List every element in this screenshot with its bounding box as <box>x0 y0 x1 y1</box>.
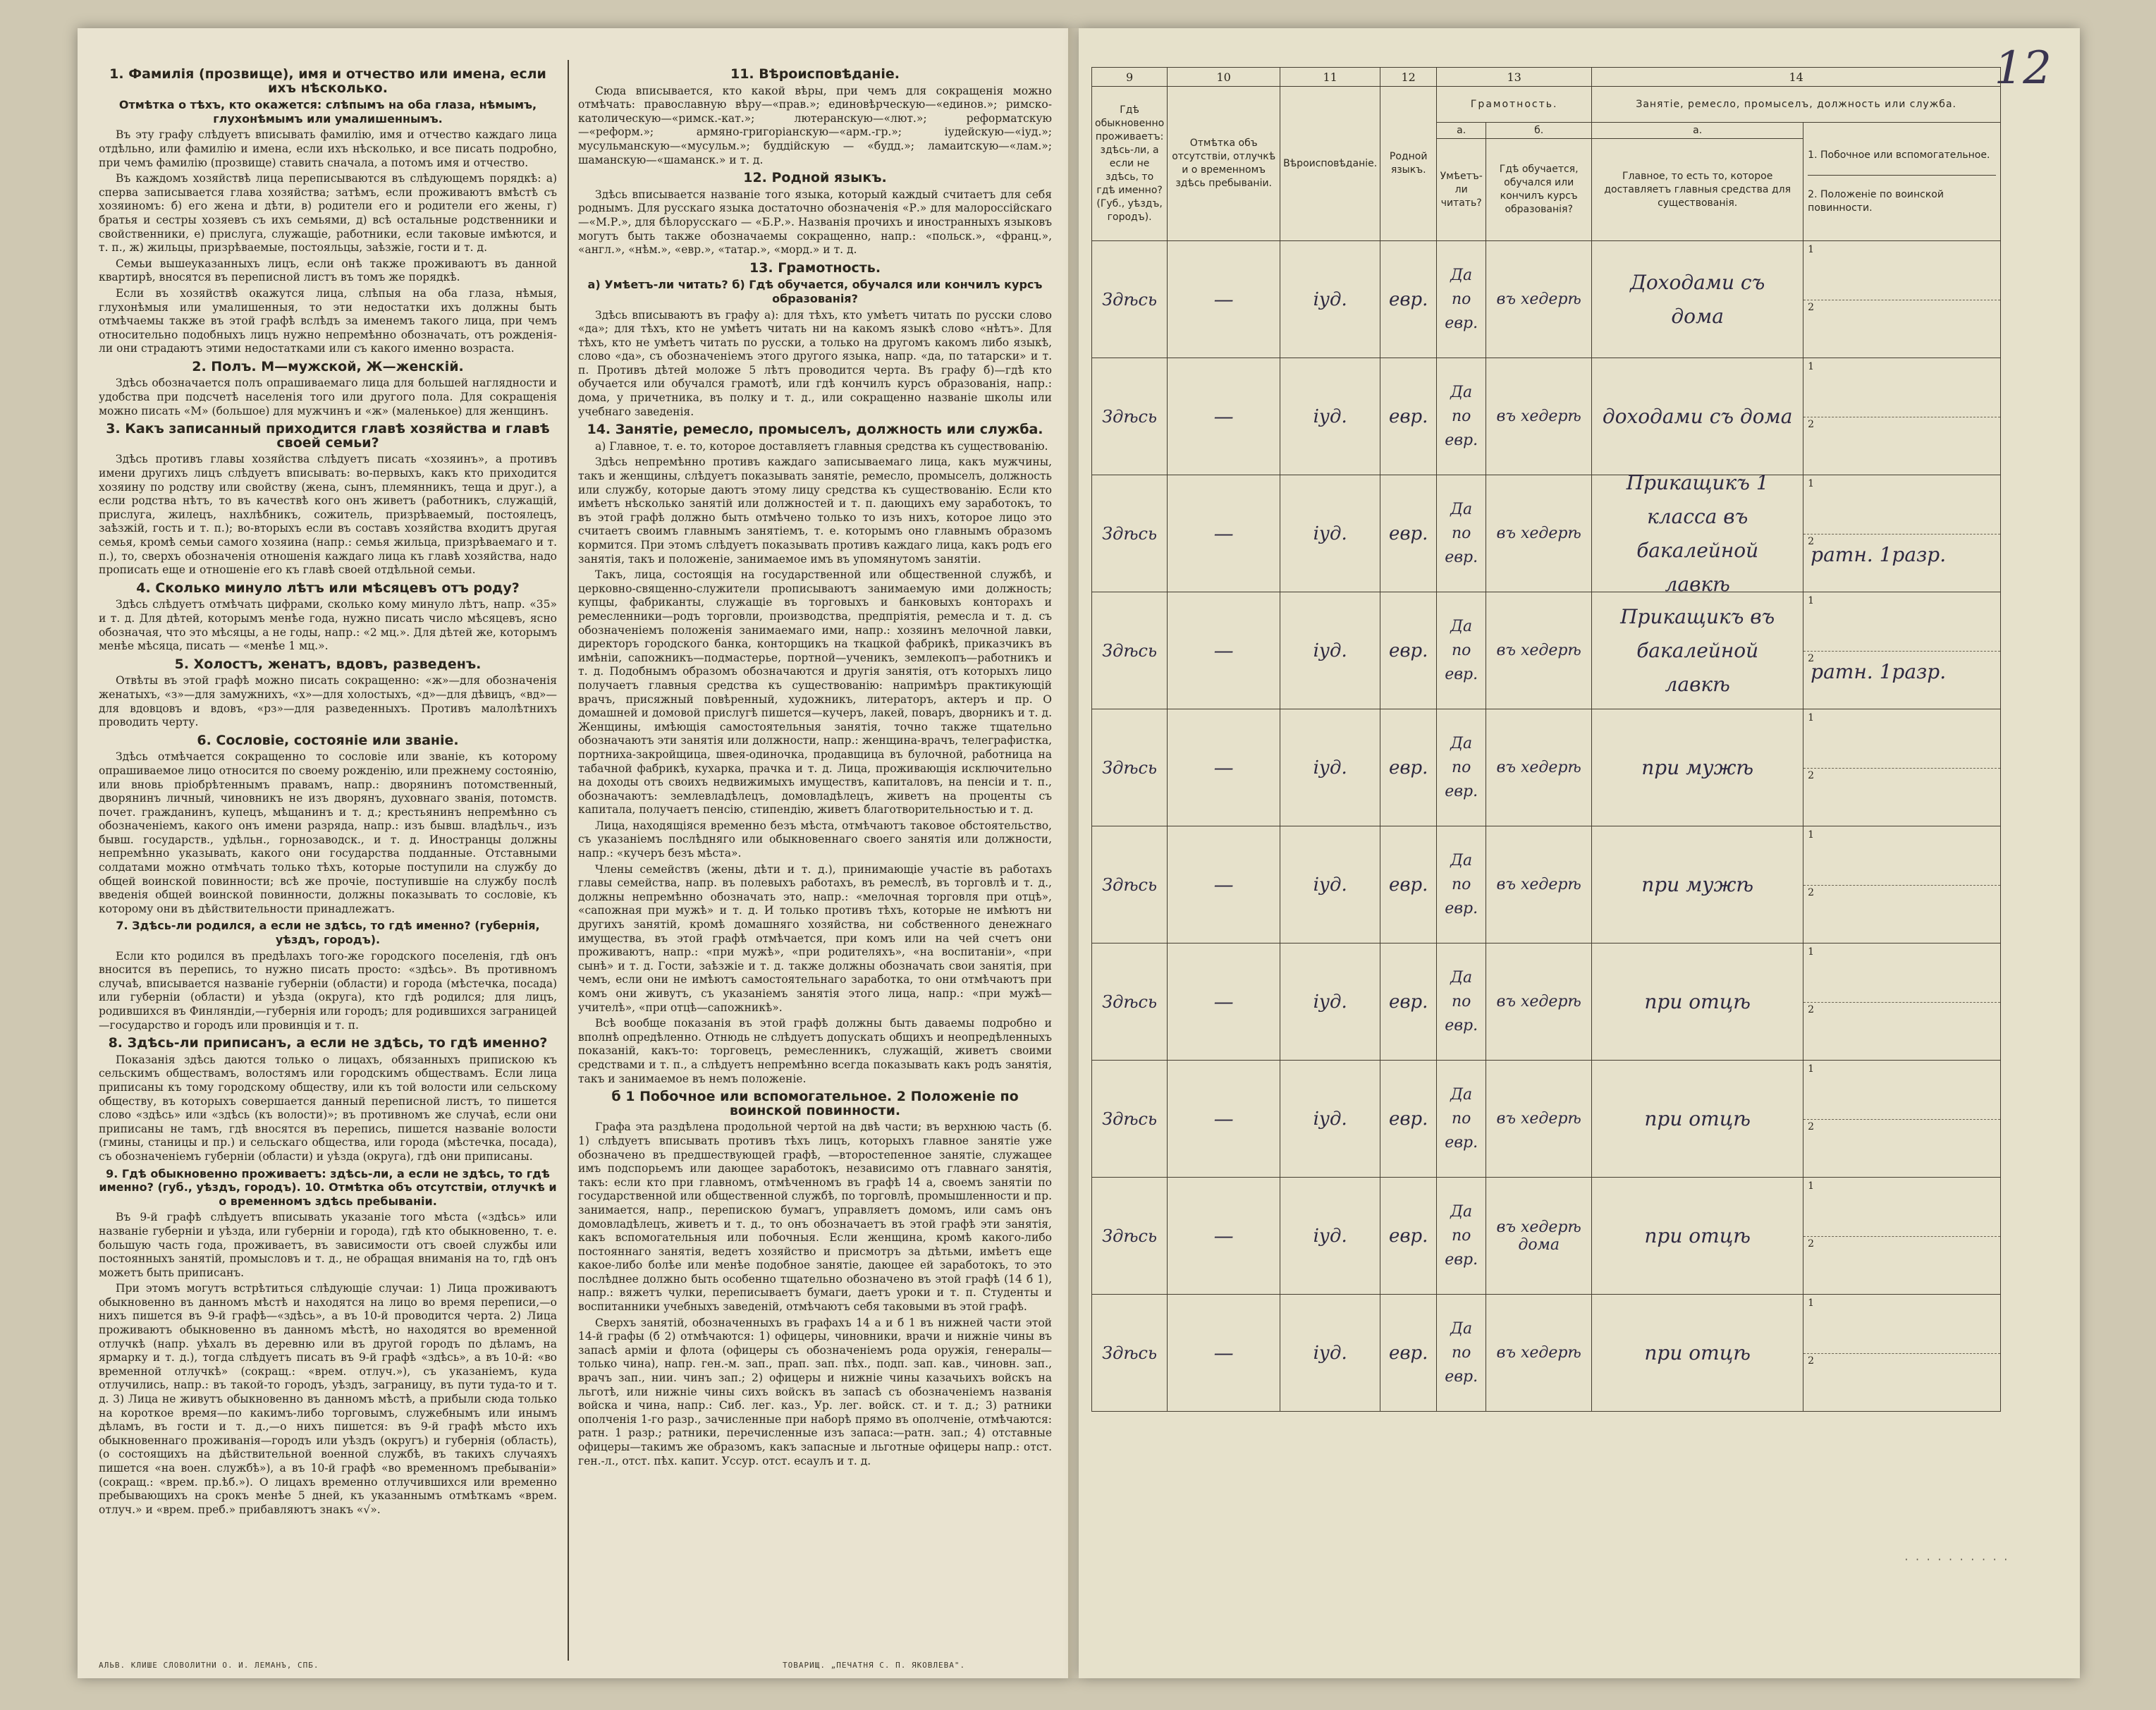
military-status: ратн. 1разр. <box>1811 543 1947 566</box>
header-education-text: Гдѣ обучается, обучался или кончилъ курсъ образованія? <box>1499 164 1579 215</box>
cell-main-occupation <box>1592 943 1803 1061</box>
cell-can-read <box>1437 709 1486 826</box>
cell-religion <box>1280 475 1380 592</box>
paragraph: Графа эта раздѣлена продольной чертой на двѣ части; въ верхнюю часть (б. 1) слѣдуетъ вписывать противъ тѣхъ лицъ, которыхъ главное занятіе уже обозначено въ предшествующей графѣ, —второстепенное занятіе, служащее имъ подспорьемъ или дающее заработокъ, независимо отъ главнаго занятія, такъ: если кто при главномъ, отмѣченномъ въ графѣ 14 а, своемъ занятіи по государственной или общественной службѣ, по торговлѣ, промышленности и пр. занимается, напр., перепискою бумагъ, управляетъ домомъ, или самъ онъ домовладѣлецъ, живетъ и т. д., то онъ обозначаетъ въ этой графѣ эти занятія, какъ вспомогательныя или побочныя. Если женщина, кромѣ какого-либо постояннаго занятія, ведетъ хозяйство и присмотръ за дѣтьми, имѣетъ еще какое-либо болѣе или менѣе подобное занятіе, дающее ей заработокъ, то это послѣднее должно быть особенно тщательно обозначено въ этой графѣ (14 б 1), напр.: вяжетъ чулки, переписываетъ бумаги, даетъ уроки и т. п. Студенты и воспитанники учебныхъ заведеній, отмѣчаютъ себя таковыми въ этой графѣ. <box>578 1120 1052 1314</box>
sub-label-2: 2 <box>1808 1004 1815 1015</box>
cell-education <box>1486 826 1592 943</box>
cell-residence-value: Здѣсь <box>1102 289 1158 310</box>
cell-main-occupation-value: Доходами съ дома <box>1630 270 1765 328</box>
cell-secondary-wrap <box>1803 826 2000 943</box>
split-line <box>1803 534 2000 535</box>
cell-can-read <box>1437 826 1486 943</box>
cell-education <box>1486 592 1592 709</box>
section-heading: 1. Фамилія (прозвище), имя и отчество или имена, если ихъ нѣсколько. <box>109 66 546 96</box>
paragraph: Здѣсь отмѣчается сокращенно то сословіе или званіе, къ которому опрашиваемое лицо относится по своему рожденію, или прежнему состоянію, или вновь пріобрѣтеннымъ правамъ, напр.: дворянинъ потомственный, дворянинъ личный, чиновникъ не изъ дворянъ, духовнаго званія, потомств. почет. гражданинъ, купецъ, мѣщанинъ и т. д.; крестьянинъ непремѣнно съ обозначеніемъ, какого онъ имени разряда, напр.: изъ бывш. владѣльч., изъ бывш. государств., удѣльн., горнозаводск., и т. д. Иностранцы должны непремѣнно указывать, какого они государства подданные. Отставными солдатами можно отмѣчать только тѣхъ, которые поступили на службу до общей воинской повинности; всѣ же прочіе, поступившіе на службу послѣ введенія общей воинской повинности, должны показывать то сословіе, къ которому они въ дѣйствительности принадлежатъ. <box>99 750 557 915</box>
cell-education-value: въ хедерѣ <box>1496 642 1581 659</box>
header-can-read-text: Умѣетъ-ли читать? <box>1440 170 1483 209</box>
instructions-column-2 <box>578 63 1052 1664</box>
column-number: 9 <box>1092 68 1168 87</box>
cell-main-occupation <box>1592 1178 1803 1295</box>
sub-label-1: 1 <box>1808 1180 1815 1192</box>
cell-absence-value: — <box>1213 873 1234 896</box>
cell-secondary <box>1803 1178 2001 1295</box>
cell-religion <box>1280 1178 1380 1295</box>
section-heading: 2. Полъ. М—мужской, Ж—женскій. <box>192 358 464 374</box>
cell-secondary-wrap <box>1803 475 2000 592</box>
cell-residence <box>1092 1295 1168 1412</box>
cell-religion-value: іуд. <box>1313 523 1347 544</box>
cell-language <box>1380 358 1437 475</box>
section-heading: б 1 Побочное или вспомогательное. 2 Положеніе по воинской повинности. <box>611 1089 1019 1118</box>
cell-education-value: въ хедерѣ <box>1496 525 1581 542</box>
cell-main-occupation-value: при мужѣ <box>1641 872 1754 896</box>
sub-label-2: 2 <box>1808 536 1815 547</box>
paragraph: Если кто родился въ предѣлахъ того-же городского поселенія, гдѣ онъ вносится въ перепись, то нужно писать просто: «здѣсь». Въ противномъ случаѣ, вписывается названіе губерніи (области) и города (мѣстечка, посада) или губерніи (области) и уѣзда (округа), кто гдѣ родился; для лицъ, родившихся въ Финляндіи,—губернія или городъ; для родившихся заграницей—государство и городъ или провинція и т. п. <box>99 949 557 1032</box>
census-table <box>1091 67 2001 1412</box>
cell-language <box>1380 475 1437 592</box>
cell-absence <box>1168 592 1280 709</box>
cell-education <box>1486 358 1592 475</box>
table-row <box>1092 943 2001 1061</box>
cell-language-value: евр. <box>1388 1225 1428 1247</box>
sub-label-1: 1 <box>1808 478 1815 489</box>
cell-religion <box>1280 358 1380 475</box>
cell-language-value: евр. <box>1388 1108 1428 1130</box>
cell-can-read-value: Да по евр. <box>1445 500 1478 566</box>
cell-secondary <box>1803 592 2001 709</box>
cell-residence-value: Здѣсь <box>1102 757 1158 778</box>
cell-absence <box>1168 475 1280 592</box>
cell-secondary-wrap <box>1803 1178 2000 1294</box>
sub-label-1: 1 <box>1808 946 1815 958</box>
header-occupation-a <box>1592 123 1803 139</box>
cell-religion-value: іуд. <box>1313 991 1347 1013</box>
paragraph: Если въ хозяйствѣ окажутся лица, слѣпыя на оба глаза, нѣмыя, глухонѣмыя или умалишенныя, то эти недостатки ихъ должны быть отмѣчаемы также въ этой графѣ вслѣдъ за именемъ такого лица, при чемъ относительно подобныхъ лицъ нужно непремѣнно обозначать, отъ рожденія-ли они страдаютъ этими недостатками или съ какого именно возраста. <box>99 286 557 355</box>
paragraph: Лица, находящіяся временно безъ мѣста, отмѣчаютъ таковое обстоятельство, съ указаніемъ послѣдняго или обыкновеннаго своего занятія или должности, напр.: «кучеръ безъ мѣста». <box>578 819 1052 860</box>
header-native-language <box>1380 87 1437 241</box>
section-heading: 14. Занятіе, ремесло, промыселъ, должность или служба. <box>587 422 1043 438</box>
cell-absence-value: — <box>1213 522 1234 545</box>
cell-absence <box>1168 241 1280 358</box>
cell-can-read-value: Да по евр. <box>1445 1319 1478 1386</box>
column-number: 11 <box>1280 68 1380 87</box>
cell-residence <box>1092 592 1168 709</box>
cell-religion-value: іуд. <box>1313 757 1347 778</box>
paragraph: Показанія здѣсь даются только о лицахъ, обязанныхъ припискою къ сельскимъ обществамъ, волостямъ или городскимъ обществамъ. Если лица приписаны къ тому городскому обществу, или къ той волости или сельскому обществу, въ которыхъ совершается данный переписной листъ, то пишется слово «здѣсь» или «здѣсь (къ волости)»; въ противномъ же случаѣ, если они приписаны не тамъ, гдѣ вносятся въ перепись, пишется названіе волости (гмины, станицы и пр.) и сельскаго общества, или города (мѣстечка, посада), съ обозначеніемъ губерніи (области) и уѣзда (округа), гдѣ они приписаны. <box>99 1053 557 1163</box>
cell-main-occupation <box>1592 592 1803 709</box>
cell-religion <box>1280 592 1380 709</box>
sub-label-1: 1 <box>1808 595 1815 606</box>
cell-language-value: евр. <box>1388 757 1428 778</box>
cell-main-occupation <box>1592 358 1803 475</box>
table-row <box>1092 241 2001 358</box>
sub-label-1: 1 <box>1808 361 1815 372</box>
cell-can-read <box>1437 358 1486 475</box>
cell-absence <box>1168 358 1280 475</box>
paragraph: Здѣсь противъ главы хозяйства слѣдуетъ писать «хозяинъ», а противъ имени другихъ лицъ слѣдуетъ вписывать: во-первыхъ, какъ кто приходится хозяину по родству или свойству (жена, сынъ, племянникъ, теща и друг.), а если родства нѣтъ, то въ качествѣ кого онъ живетъ (работникъ, служащій, прислуга, жилецъ, нахлѣбникъ, сожитель, призрѣваемый, постоялецъ, заѣзжій, гость и т. п.); во-вторыхъ если въ составъ хозяйства входитъ другая семья, кромѣ семьи самого хозяина (напр.: семья жильца, призрѣваемаго и т. п.), то, сверхъ обозначенія отношенія каждаго лица къ главѣ хозяйства, надо прописать еще и отношеніе его къ главѣ своей отдѣльной семьи. <box>99 453 557 577</box>
cell-language <box>1380 943 1437 1061</box>
cell-residence <box>1092 241 1168 358</box>
footer-right: ТОВАРИЩ. „ПЕЧАТНЯ С. П. ЯКОВЛЕВА". <box>783 1661 966 1670</box>
cell-main-occupation <box>1592 1295 1803 1412</box>
cell-secondary-wrap <box>1803 241 2000 358</box>
section-heading: 4. Сколько минуло лѣтъ или мѣсяцевъ отъ роду? <box>136 580 520 596</box>
cell-religion <box>1280 241 1380 358</box>
cell-main-occupation-value: Прикащикъ въ бакалейной лавкѣ <box>1620 604 1775 696</box>
sub-label-2: 2 <box>1808 887 1815 898</box>
paragraph: Здѣсь вписывается названіе того языка, который каждый считаетъ для себя роднымъ. Для русскаго языка достаточно обозначенія «Р.» для малороссійскаго—«М.Р.», для бѣлорусскаго — «Б.Р.». Названія прочихъ и иностранныхъ языковъ могутъ быть также обозначаемы сокращенно, напр.: «польск.», «франц.», «англ.», «нѣм.», «евр.», «татар.», «морд.» и т. д. <box>578 188 1052 257</box>
sub-label-1: 1 <box>1808 244 1815 255</box>
left-page <box>78 28 1072 1678</box>
cell-secondary-wrap <box>1803 1061 2000 1177</box>
header-absence <box>1168 87 1280 241</box>
header-education <box>1486 139 1592 241</box>
sub-label-2: 2 <box>1808 302 1815 313</box>
cell-education-value: въ хедерѣ <box>1496 1110 1581 1128</box>
paragraph: Здѣсь обозначается полъ опрашиваемаго лица для большей наглядности и удобства при подсчетѣ населенія того или другого пола. Для сокращенія можно писать «М» (большое) для мужчинъ и «ж» (маленькое) для женщинъ. <box>99 377 557 417</box>
cell-secondary <box>1803 709 2001 826</box>
cell-can-read <box>1437 1061 1486 1178</box>
cell-can-read <box>1437 1295 1486 1412</box>
cell-secondary <box>1803 826 2001 943</box>
header-main-occupation-text: Главное, то есть то, которое доставляетъ главныя средства для существованія. <box>1604 170 1791 209</box>
table-row <box>1092 1178 2001 1295</box>
sub-label-2: 2 <box>1808 653 1815 664</box>
paragraph: Здѣсь вписываютъ въ графу а): для тѣхъ, кто умѣетъ читать по русски слово «да»; для тѣхъ, кто не умѣетъ читать ни на какомъ языкѣ слово «нѣтъ». Для тѣхъ, кто не умѣетъ читать по русски, а только на другомъ какомъ либо языкѣ, слово «да», съ обозначеніемъ этого другого языка, напр. «да, по татарски» и т. п. Противъ дѣтей моложе 5 лѣтъ проводится черта. Въ графу б)—гдѣ кто обучается или обучался грамотѣ, или гдѣ кончилъ курсъ образованія, напр.: дома, у причетника, въ полку и т. д., или сокращенно названіе школы или учебнаго заведенія. <box>578 308 1052 418</box>
header-secondary-2: 2. Положеніе по воинской повинности. <box>1808 188 1944 214</box>
paragraph: Члены семействъ (жены, дѣти и т. д.), принимающіе участіе въ работахъ главы семейства, напр. въ полевыхъ работахъ, въ ремеслѣ, въ торговлѣ и т. д., должны непремѣнно обозначать это, напр.: «мелочная торговля при отцѣ», «сапожная при мужѣ» и т. д. И только противъ тѣхъ, которые не имѣютъ ни другихъ занятій, кромѣ домашняго хозяйства, ни собственного денежнаго имущества, въ этой графѣ отмѣчается, при комъ или на чей счетъ они проживаютъ, напр.: «при мужѣ», «при родителяхъ», «на воспитаніи», «при сынѣ» и т. д. Гости, заѣзжіе и т. д. также должны обозначать свои занятія, при чемъ, если они не имѣютъ самостоятельнаго заработка, то они отмѣчаютъ при комъ они живутъ, съ указаніемъ занятія этого лица, напр.: «при мужѣ—учителѣ», «при отцѣ—сапожникѣ». <box>578 862 1052 1014</box>
cell-residence <box>1092 943 1168 1061</box>
section-heading: 11. Вѣроисповѣданіе. <box>730 66 900 82</box>
column-number: 10 <box>1168 68 1280 87</box>
cell-can-read-value: Да по евр. <box>1445 1085 1478 1152</box>
cell-religion <box>1280 943 1380 1061</box>
cell-language-value: евр. <box>1388 640 1428 661</box>
cell-absence-value: — <box>1213 288 1234 311</box>
split-line <box>1803 651 2000 652</box>
cell-residence <box>1092 358 1168 475</box>
cell-absence <box>1168 1178 1280 1295</box>
cell-secondary <box>1803 475 2001 592</box>
cell-residence-value: Здѣсь <box>1102 1343 1158 1363</box>
cell-residence <box>1092 1178 1168 1295</box>
column-number: 13 <box>1437 68 1592 87</box>
cell-language <box>1380 592 1437 709</box>
cell-religion-value: іуд. <box>1313 640 1347 661</box>
split-line <box>1803 885 2000 886</box>
sub-label-1: 1 <box>1808 1063 1815 1075</box>
cell-can-read-value: Да по евр. <box>1445 968 1478 1034</box>
cell-absence-value: — <box>1213 1107 1234 1130</box>
table-row <box>1092 1295 2001 1412</box>
header-absence-text: Отмѣтка объ отсутствіи, отлучкѣ и о временномъ здѣсь пребываніи. <box>1172 138 1276 189</box>
column-divider <box>568 60 569 1661</box>
sub-label-2: 2 <box>1808 1121 1815 1132</box>
page-number: 12 <box>1994 42 2052 94</box>
column-number: 14 <box>1592 68 2001 87</box>
cell-main-occupation-value: доходами съ дома <box>1602 404 1793 428</box>
cell-religion <box>1280 826 1380 943</box>
cell-education <box>1486 943 1592 1061</box>
header-literacy-text: Грамотность. <box>1470 98 1558 110</box>
header-literacy-b-text: б. <box>1534 124 1544 136</box>
paragraph: Отвѣты въ этой графѣ можно писать сокращенно: «ж»—для обозначенія женатыхъ, «з»—для замужнихъ, «х»—для холостыхъ, «д»—для дѣвицъ, «вд»—для вдовцовъ и вдовъ, «рз»—для разведенныхъ. Противъ малолѣтнихъ проводить черту. <box>99 674 557 729</box>
header-occupation-a-text: а. <box>1693 124 1703 136</box>
cell-education-value: въ хедерѣ <box>1496 1344 1581 1362</box>
cell-can-read <box>1437 241 1486 358</box>
cell-main-occupation <box>1592 826 1803 943</box>
cell-secondary <box>1803 1295 2001 1412</box>
cell-education <box>1486 475 1592 592</box>
cell-absence-value: — <box>1213 990 1234 1013</box>
table-row <box>1092 709 2001 826</box>
cell-residence-value: Здѣсь <box>1102 1226 1158 1246</box>
cell-education <box>1486 709 1592 826</box>
cell-religion-value: іуд. <box>1313 874 1347 896</box>
cell-absence-value: — <box>1213 639 1234 662</box>
header-occupation-text: Занятіе, ремесло, промыселъ, должность или служба. <box>1636 98 1956 110</box>
section-heading: 12. Родной языкъ. <box>743 170 887 186</box>
header-religion-text: Вѣроисповѣданіе. <box>1283 157 1378 169</box>
paragraph: Здѣсь непремѣнно противъ каждаго записываемаго лица, какъ мужчины, такъ и женщины, слѣдуетъ показывать занятіе, ремесло, промыселъ, должность или службу, которые даютъ этому лицу средства къ существованію. Если кто имѣетъ нѣсколько занятій или должностей и т. п. дающихъ ему заработокъ, то въ этой графѣ должно быть отмѣчено только то изъ нихъ, которое лицо это считаетъ своимъ главнымъ занятіемъ, т. е. которымъ оно главнымъ образомъ кормится. При этомъ слѣдуетъ показывать противъ каждаго лица, какъ родъ его занятія, такъ и положеніе, занимаемое имъ въ упомянутомъ занятіи. <box>578 456 1052 566</box>
footer-left: АЛЬВ. КЛИШЕ СЛОВОЛИТНИ О. И. ЛЕМАНЪ, СПБ. <box>99 1661 319 1670</box>
section-heading: 5. Холостъ, женатъ, вдовъ, разведенъ. <box>174 656 482 672</box>
cell-education <box>1486 241 1592 358</box>
cell-absence-value: — <box>1213 405 1234 428</box>
cell-secondary <box>1803 241 2001 358</box>
sub-label-1: 1 <box>1808 712 1815 723</box>
cell-main-occupation-value: при отцѣ <box>1644 989 1751 1013</box>
header-residence-text: Гдѣ обыкновенно проживаетъ: здѣсь-ли, а если не здѣсь, то гдѣ именно? (Губ., уѣздъ, городъ). <box>1095 104 1165 223</box>
paragraph: Въ 9-й графѣ слѣдуетъ вписывать указаніе того мѣста («здѣсь» или названіе губерніи и уѣзда, или губерніи и города), гдѣ кто обыкновенно, т. е. большую часть года, проживаетъ, въ зависимости отъ своей службы или постоянныхъ занятій, промысловъ и т. д., не обращая вниманія на то, гдѣ онъ можетъ быть приписанъ. <box>99 1211 557 1279</box>
paragraph: Семьи вышеуказанныхъ лицъ, если онѣ также проживаютъ въ данной квартирѣ, вносятся въ переписной листъ въ томъ же порядкѣ. <box>99 257 557 284</box>
paragraph: Здѣсь слѣдуетъ отмѣчать цифрами, сколько кому минуло лѣтъ, напр. «35» и т. д. Для дѣтей, которымъ менѣе года, нужно писать число мѣсяцевъ, ясно обозначая, что это мѣсяцы, а не годы, напр.: «2 мц.». Для дѣтей же, которымъ менѣе мѣсяца, писать — «менѣе 1 мц.». <box>99 598 557 653</box>
header-can-read <box>1437 139 1486 241</box>
cell-language <box>1380 1061 1437 1178</box>
cell-religion <box>1280 709 1380 826</box>
section-heading: Отмѣтка о тѣхъ, кто окажется: слѣпымъ на оба глаза, нѣмымъ, глухонѣмымъ или умалишеннымъ. <box>118 98 537 126</box>
cell-religion <box>1280 1295 1380 1412</box>
cell-residence-value: Здѣсь <box>1102 991 1158 1012</box>
cell-residence <box>1092 709 1168 826</box>
cell-religion-value: іуд. <box>1313 1225 1347 1247</box>
cell-education-value: въ хедерѣ дома <box>1496 1218 1581 1254</box>
table-row <box>1092 475 2001 592</box>
cell-secondary <box>1803 358 2001 475</box>
cell-absence-value: — <box>1213 1341 1234 1364</box>
header-secondary <box>1803 123 2001 241</box>
cell-residence-value: Здѣсь <box>1102 640 1158 661</box>
cell-can-read-value: Да по евр. <box>1445 851 1478 917</box>
paragraph: Въ каждомъ хозяйствѣ лица переписываются въ слѣдующемъ порядкѣ: а) сперва записывается глава хозяйства; затѣмъ, если проживаютъ вмѣстѣ съ хозяиномъ: б) его жена и дѣти, в) родители его и родители его жены, г) братья и сестры хозяевъ съ ихъ семьями, д) всѣ остальные родственники и свойственники, е) прислуга, служащіе, работники, если таковые имѣются, и т. п., ж) жильцы, призрѣваемые, постояльцы, заѣзжіе, гости и т. д. <box>99 172 557 255</box>
section-heading: 8. Здѣсь-ли приписанъ, а если не здѣсь, то гдѣ именно? <box>108 1035 548 1051</box>
cell-absence <box>1168 826 1280 943</box>
cell-absence <box>1168 1295 1280 1412</box>
sub-label-2: 2 <box>1808 1238 1815 1250</box>
cell-residence <box>1092 475 1168 592</box>
section-heading: а) Умѣетъ-ли читать? б) Гдѣ обучается, обучался или кончилъ курсъ образованія? <box>587 278 1043 305</box>
cell-can-read-value: Да по евр. <box>1445 734 1478 800</box>
sub-label-1: 1 <box>1808 1297 1815 1309</box>
section-heading: 9. Гдѣ обыкновенно проживаетъ: здѣсь-ли, а если не здѣсь, то гдѣ именно? (губ., уѣздъ, городъ). 10. Отмѣтка объ отсутствіи, отлучкѣ и о временномъ здѣсь пребываніи. <box>99 1166 557 1208</box>
cell-can-read-value: Да по евр. <box>1445 617 1478 683</box>
cell-residence-value: Здѣсь <box>1102 406 1158 427</box>
column-number: 12 <box>1380 68 1437 87</box>
section-heading: 6. Сословіе, состояніе или званіе. <box>197 732 459 748</box>
paragraph: Сверхъ занятій, обозначенныхъ въ графахъ 14 а и б 1 въ нижней части этой 14-й графы (б 2) отмѣчаются: 1) офицеры, чиновники, врачи и нижніе чины въ запасѣ арміи и флота (офицеры съ обозначеніемъ рода оружія, генералы—только чина), напр. ген.-м. зап., прап. зап. пѣх., подп. зап. кав., чиновн. зап., врачъ зап., нии. чинъ зап.; 2) офицеры и нижніе чины казачьихъ войскъ на льготѣ, или нижніе чины сихъ войскъ въ запасѣ съ обозначеніемъ названія войска и чина, напр.: Сиб. лег. каз., Ур. лег. войск. ст. и т. д.; 3) ратники ополченія 1-го разр., зачисленные при наборѣ прямо въ ополченіе, отмѣчаются: ратн. 1 разр.; ратники, перечисленные изъ запаса:—ратн. зап.; 4) отставные офицеры—такимъ же образомъ, какъ запасные и льготные офицеры напр.: отст. ген.-л., отст. пѣх. капит. Уссур. отст. есаулъ и т. д. <box>578 1316 1052 1467</box>
cell-absence <box>1168 943 1280 1061</box>
instructions-column-1 <box>99 63 557 1664</box>
sub-label-2: 2 <box>1808 1355 1815 1367</box>
cell-residence <box>1092 826 1168 943</box>
split-line <box>1803 768 2000 769</box>
cell-main-occupation <box>1592 470 1803 596</box>
split-line <box>1803 1119 2000 1120</box>
header-residence <box>1092 87 1168 241</box>
table-row <box>1092 592 2001 709</box>
cell-education <box>1486 1061 1592 1178</box>
cell-language-value: евр. <box>1388 288 1428 310</box>
header-literacy-b <box>1486 123 1592 139</box>
cell-absence <box>1168 709 1280 826</box>
cell-main-occupation-value: при отцѣ <box>1644 1223 1751 1247</box>
paragraph: Такъ, лица, состоящія на государственной или общественной службѣ, и церковно-священно-служители прописываютъ занимаемую ими должность; купцы, фабриканты, служащіе въ торговыхъ и банковыхъ конторахъ и ремесленники—родъ торговли, производства, предпріятія, ремесла и т. д. съ обозначеніемъ положенія занимаемаго ими, напр.: хозяинъ мелочной лавки, директоръ городского банка, конторщикъ на ткацкой фабрикѣ, приказчикъ въ имѣніи, сапожникъ—подмастерье, портной—ученикъ, землекопъ—работникъ и т. д. Подобнымъ образомъ обозначаются и другія занятія, отъ которыхъ лицо получаетъ главныя средства къ существованію: напримѣръ практикующій врачъ, присяжный повѣренный, художникъ, литераторъ, актеръ и пр. О домашней и домовой прислугѣ пишется—кучеръ, лакей, поваръ, дворникъ и т. д. Женщины, имѣющія самостоятельныя занятія, точно также тщательно обозначаютъ эти занятія или должности, напр.: женщина-врачъ, телеграфистка, портниха-закройщица, швея-одиночка, продавщица въ булочной, работница на табачной фабрикѣ, кухарка, прачка и т. д. Лица, проживающія исключительно на доходы отъ своихъ недвижимыхъ имуществъ, капиталовъ, на пенсіи и т. п., обозначаютъ: землевладѣлецъ, домовладѣлецъ, живетъ на проценты съ капитала, получаетъ пенсію, стипендію, живетъ благотворительностью и т. д. <box>578 568 1052 817</box>
cell-secondary-wrap <box>1803 358 2000 475</box>
cell-education-value: въ хедерѣ <box>1496 759 1581 776</box>
cell-can-read-value: Да по евр. <box>1445 1202 1478 1269</box>
header-religion <box>1280 87 1380 241</box>
cell-main-occupation <box>1592 241 1803 358</box>
section-heading: 7. Здѣсь-ли родился, а если не здѣсь, то гдѣ именно? (губернія, уѣздъ, городъ). <box>116 919 540 947</box>
header-main-occupation <box>1592 139 1803 241</box>
cell-religion-value: іуд. <box>1313 288 1347 310</box>
header-occupation <box>1592 87 2001 123</box>
cell-main-occupation-value: Прикащикъ 1 класса въ бакалейной лавкѣ <box>1626 470 1769 596</box>
split-line <box>1803 1236 2000 1237</box>
cell-education <box>1486 1178 1592 1295</box>
cell-religion-value: іуд. <box>1313 405 1347 427</box>
cell-religion-value: іуд. <box>1313 1342 1347 1364</box>
cell-language <box>1380 709 1437 826</box>
cell-education-value: въ хедерѣ <box>1496 876 1581 893</box>
cell-language-value: евр. <box>1388 874 1428 896</box>
cell-secondary-wrap <box>1803 709 2000 826</box>
cell-education-value: въ хедерѣ <box>1496 291 1581 308</box>
paragraph: При этомъ могутъ встрѣтиться слѣдующіе случаи: 1) Лица проживаютъ обыкновенно въ данномъ мѣстѣ и находятся на лицо во время переписи,—о нихъ пишется въ 9-й графѣ—«здѣсь», а въ 10-й проводится черта. 2) Лица проживаютъ обыкновенно въ данномъ мѣстѣ, но находятся во временной отлучкѣ (напр. уѣхалъ въ деревню или въ другой городъ по дѣламъ, на ярмарку и т. д.), тогда слѣдуетъ писать въ 9-й графѣ «здѣсь», а въ 10-й: «во временной отлучкѣ» (сокращ.: «врем. отлуч.»), съ указаніемъ, куда отлучились, напр.: въ такой-то городъ, уѣздъ, заграницу, въ пути туда-то и т. д. 3) Лица не живутъ обыкновенно въ данномъ мѣстѣ, а прибыли сюда только на короткое время—по какимъ-либо торговымъ, служебнымъ или инымъ дѣламъ, въ гости и т. д.,—о нихъ пишется: въ 9-й графѣ мѣсто ихъ обыкновеннаго проживанія—городъ или уѣздъ (округъ) и губернія (область), (о состоящихъ на дѣйствительной военной службѣ, въ такихъ случаяхъ пишется «на воен. службѣ»), а въ 10-й графѣ «во временномъ пребываніи» (сокращ.: «врем. пр.ѣб.»). О лицахъ временно отлучившихся или временно пребывающихъ на срокъ менѣе 5 дней, къ указаннымъ отмѣткамъ «врем. отлуч.» и «врем. преб.» прибавляютъ знакъ «√». <box>99 1282 557 1516</box>
split-line <box>1803 1353 2000 1354</box>
cell-can-read <box>1437 592 1486 709</box>
cell-can-read <box>1437 943 1486 1061</box>
cell-absence-value: — <box>1213 1224 1234 1247</box>
header-literacy <box>1437 87 1592 123</box>
cell-main-occupation <box>1592 1061 1803 1178</box>
cell-language <box>1380 241 1437 358</box>
cell-language-value: евр. <box>1388 523 1428 544</box>
cell-secondary-wrap <box>1803 943 2000 1060</box>
military-status: ратн. 1разр. <box>1811 660 1947 683</box>
paragraph: Въ эту графу слѣдуетъ вписывать фамилію, имя и отчество каждаго лица отдѣльно, или фамилію и имена, если ихъ нѣсколько, и все писать подробно, при чемъ фамилію (прозвище) ставить сначала, а потомъ имя и отчество. <box>99 128 557 169</box>
section-heading: 3. Какъ записанный приходится главѣ хозяйства и главѣ своей семьи? <box>106 421 550 451</box>
paragraph: Всѣ вообще показанія въ этой графѣ должны быть даваемы подробно и вполнѣ опредѣленно. Отнюдь не слѣдуетъ допускать общихъ и неопредѣленныхъ показаній, какъ-то: торговецъ, ремесленникъ, служащій, живетъ своими средствами и т. п., а слѣдуетъ непремѣнно всегда показывать какъ родъ занятія, такъ и занимаемое въ немъ положеніе. <box>578 1017 1052 1085</box>
cell-absence <box>1168 1061 1280 1178</box>
cell-residence <box>1092 1061 1168 1178</box>
header-literacy-a <box>1437 123 1486 139</box>
header-literacy-a-text: а. <box>1457 124 1466 136</box>
cell-religion-value: іуд. <box>1313 1108 1347 1130</box>
sub-label-1: 1 <box>1808 829 1815 841</box>
cell-secondary <box>1803 943 2001 1061</box>
table-row <box>1092 826 2001 943</box>
cell-can-read-value: Да по евр. <box>1445 383 1478 449</box>
cell-language <box>1380 826 1437 943</box>
split-line <box>1803 1002 2000 1003</box>
cell-education-value: въ хедерѣ <box>1496 993 1581 1010</box>
cell-can-read-value: Да по евр. <box>1445 266 1478 332</box>
table-row <box>1092 358 2001 475</box>
archive-stamp: · · · · · · · · · · <box>1904 1555 2009 1565</box>
cell-secondary-wrap <box>1803 1295 2000 1411</box>
cell-residence-value: Здѣсь <box>1102 874 1158 895</box>
cell-language-value: евр. <box>1388 405 1428 427</box>
cell-language-value: евр. <box>1388 991 1428 1013</box>
cell-education-value: въ хедерѣ <box>1496 408 1581 425</box>
sub-label-2: 2 <box>1808 419 1815 430</box>
cell-education <box>1486 1295 1592 1412</box>
cell-main-occupation-value: при отцѣ <box>1644 1340 1751 1364</box>
cell-language-value: евр. <box>1388 1342 1428 1364</box>
cell-residence-value: Здѣсь <box>1102 523 1158 544</box>
cell-residence-value: Здѣсь <box>1102 1109 1158 1129</box>
cell-absence-value: — <box>1213 756 1234 779</box>
cell-language <box>1380 1178 1437 1295</box>
section-heading: 13. Грамотность. <box>749 259 881 276</box>
paragraph: а) Главное, т. е. то, которое доставляетъ главныя средства къ существованію. <box>595 439 1048 453</box>
cell-can-read <box>1437 1178 1486 1295</box>
header-secondary-1: 1. Побочное или вспомогательное. <box>1808 149 1996 176</box>
sub-label-2: 2 <box>1808 770 1815 781</box>
cell-main-occupation-value: при мужѣ <box>1641 755 1754 779</box>
cell-main-occupation-value: при отцѣ <box>1644 1106 1751 1130</box>
cell-secondary <box>1803 1061 2001 1178</box>
cell-religion <box>1280 1061 1380 1178</box>
paragraph: Сюда вписывается, кто какой вѣры, при чемъ для сокращенія можно отмѣчать: православную вѣру—«прав.»; единовѣрческую—«единов.»; римско-католическую—«римск.-кат.»; лютеранскую—«лют.»; реформатскую—«реформ.»; армяно-григоріанскую—«арм.-гр.»; іудейскую—«іуд.»; мусульманскую—«мусульм.»; буддійскую — «будд.»; ламаитскую—«лам.»; шаманскую—«шаманск.» и т. д. <box>578 84 1052 166</box>
cell-secondary-wrap <box>1803 592 2000 709</box>
cell-main-occupation <box>1592 709 1803 826</box>
cell-language <box>1380 1295 1437 1412</box>
header-native-language-text: Родной языкъ. <box>1389 151 1428 176</box>
table-row <box>1092 1061 2001 1178</box>
cell-can-read <box>1437 475 1486 592</box>
